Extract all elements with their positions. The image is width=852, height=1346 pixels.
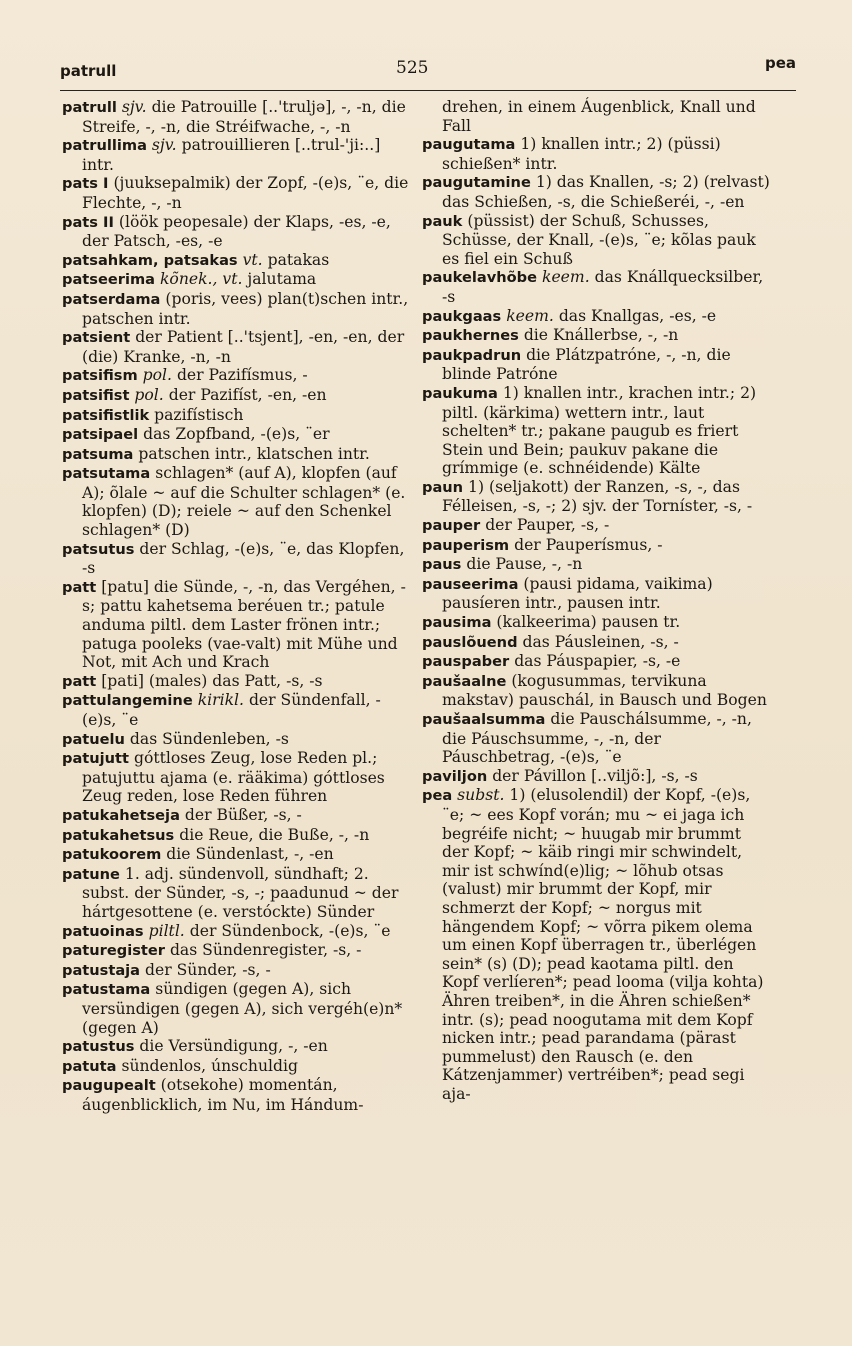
dictionary-entry [422, 786, 772, 1103]
dictionary-entry [62, 845, 412, 865]
header-right-headword: pea [764, 54, 796, 72]
entry-definition: die Patrouille [..'truljə], -, -n, die Streife, -, -n, die Stréifwache, -, -n [82, 98, 406, 136]
entry-definition: 1) (elusolendil) der Kopf, -(e)s, ¨e; ~ ees Kopf vorán; mu ~ ei jaga ich begréife nicht; ~ huugab mir brummt der Kopf; ~ käib ringi mir schwindelt, mir ist schwínd(e)lig; ~ lõhub otsas (valust) mir brummt der Kopf, mir schmerzt der Kopf; ~ norgus mit hängendem Kopf; ~ võrra pikem olema um einen Kopf überragen tr., überlégen sein* (s) (D); pead kaotama piltl. den Kopf verlíeren*; pead looma (vilja kohta) Ähren treiben*, in die Ähren schießen* intr. (s); pead noogutama mit dem Kopf nicken intr.; pead parandama (pärast pummelust) den Rausch (e. den Kátzenjammer) vertréiben*; pead segi aja- [442, 786, 764, 1103]
entry-definition: der Büßer, -s, - [184, 805, 302, 824]
entry-headword: pauperism [422, 536, 510, 554]
right-column [422, 98, 772, 1103]
entry-definition: drehen, in einem Áugenblick, Knall und Fall [442, 98, 756, 135]
entry-part-of-speech: sjv. [151, 136, 177, 155]
dictionary-entry [422, 212, 772, 269]
dictionary-entry [422, 575, 772, 613]
dictionary-entry [422, 516, 772, 536]
entry-headword: paus [422, 556, 462, 574]
entry-definition: 1. adj. sündenvoll, sündhaft; 2. subst. der Sünder, -s, -; paadunud ~ der hártgesottene (e. verstóckte) Sünder [82, 864, 399, 921]
dictionary-entry [422, 173, 772, 211]
entry-headword: paugutama [422, 136, 516, 154]
entry-headword: patt [62, 672, 97, 690]
entry-definition: der Pávillon [..viljõ:], -s, -s [492, 766, 698, 785]
page-header [60, 52, 796, 91]
entry-headword: pauper [422, 517, 481, 535]
dictionary-entry [62, 136, 412, 174]
dictionary-entry [422, 613, 772, 633]
entry-part-of-speech: keem. [542, 268, 590, 287]
entry-headword: pats II [62, 213, 114, 231]
dictionary-entry [422, 478, 772, 516]
entry-headword: patsutus [62, 540, 135, 558]
entry-definition: (löök peopesale) der Klaps, -es, -e, der Patsch, -es, -e [82, 212, 391, 251]
entry-headword: patukahetsus [62, 826, 175, 844]
entry-headword: patserdama [62, 290, 161, 308]
entry-part-of-speech: pol. [142, 366, 172, 385]
entry-definition: patakas [267, 250, 330, 269]
entry-definition: der Pauperísmus, - [514, 535, 663, 554]
dictionary-entry [422, 710, 772, 767]
entry-headword: patustama [62, 981, 151, 999]
entry-definition: die Pauschálsumme, -, -n, die Páuschsumme, -, -n, der Páuschbetrag, -(e)s, ¨e [442, 710, 752, 767]
entry-headword: patustaja [62, 961, 141, 979]
dictionary-entry [62, 1057, 412, 1077]
entry-definition: der Pauper, -s, - [485, 516, 610, 535]
entry-headword: paugutamine [422, 174, 531, 192]
page-number: 525 [396, 58, 429, 78]
entry-headword: pattulangemine [62, 692, 193, 710]
dictionary-entry [62, 386, 412, 406]
entry-headword: patsuma [62, 445, 134, 463]
entry-definition: (kogusummas, tervikuna makstav) pauschál, in Bausch und Bogen [442, 671, 767, 710]
dictionary-entry [62, 806, 412, 826]
entry-definition: der Sündenbock, -(e)s, ¨e [189, 921, 391, 940]
dictionary-entry [62, 941, 412, 961]
entry-headword: patsutama [62, 465, 151, 483]
entry-headword: paukelavhõbe [422, 269, 538, 287]
dictionary-entry [62, 730, 412, 750]
dictionary-entry [422, 135, 772, 173]
dictionary-entry [62, 749, 412, 806]
entry-headword: pats I [62, 175, 109, 193]
entry-headword: pauseerima [422, 575, 519, 593]
entry-definition: sündenlos, únschuldig [121, 1056, 298, 1075]
entry-definition: die Pause, -, -n [466, 555, 583, 574]
entry-definition: patrouillieren [..trul-'ji:..] intr. [82, 136, 381, 174]
dictionary-entry [62, 425, 412, 445]
entry-definition: der Sündenfall, -(e)s, ¨e [82, 691, 381, 729]
dictionary-entry [62, 865, 412, 922]
entry-definition: die Versündigung, -, -en [139, 1037, 328, 1056]
entry-definition: der Patient [..'tsjent], -en, -en, der (die) Kranke, -n, -n [82, 328, 405, 366]
dictionary-entry [62, 406, 412, 426]
entry-definition: das Páusleinen, -s, - [522, 632, 679, 651]
entry-headword: patukoorem [62, 846, 162, 864]
entry-definition: 1) das Knallen, -s; 2) (relvast) das Schießen, -s, die Schießeréi, -, -en [442, 173, 770, 211]
entry-definition: [pati] (males) das Patt, -s, -s [101, 671, 323, 690]
entry-definition: der Pazifíst, -en, -en [168, 385, 327, 404]
dictionary-entry [422, 633, 772, 653]
entry-part-of-speech: vt. [242, 250, 263, 269]
entry-definition: 1) knallen intr.; 2) (püssi) schießen* intr. [442, 135, 721, 173]
entry-definition: (juuksepalmik) der Zopf, -(e)s, ¨e, die Flechte, -, -n [82, 174, 409, 212]
entry-headword: patsahkam, patsakas [62, 251, 238, 269]
dictionary-entry [62, 174, 412, 212]
entry-headword: pausima [422, 614, 492, 632]
entry-headword: paukgaas [422, 307, 502, 325]
entry-definition: pazifístisch [154, 405, 244, 424]
entry-part-of-speech: keem. [506, 306, 554, 325]
dictionary-entry [422, 672, 772, 710]
entry-headword: patsifistlik [62, 406, 150, 424]
entry-headword: patune [62, 865, 120, 883]
entry-headword: paukhernes [422, 327, 519, 345]
entry-definition: der Pazifísmus, - [176, 366, 308, 385]
header-left-headword: patrull [60, 62, 117, 80]
entry-headword: paugupealt [62, 1077, 156, 1095]
entry-headword: patsipael [62, 426, 139, 444]
dictionary-entry [62, 672, 412, 692]
entry-definition: sündigen (gegen A), sich versündigen (gegen A), sich vergéh(e)n* (gegen A) [82, 980, 403, 1037]
dictionary-entry [422, 536, 772, 556]
entry-definition: góttloses Zeug, lose Reden pl.; patujuttu ajama (e. rääkima) góttloses Zeug reden, lose Reden führen [82, 749, 385, 806]
dictionary-entry [62, 980, 412, 1037]
entry-headword: patseerima [62, 271, 156, 289]
entry-headword: pauslõuend [422, 633, 518, 651]
dictionary-entry [62, 251, 412, 271]
dictionary-entry [62, 290, 412, 328]
entry-definition: das Knallgas, -es, -e [558, 306, 717, 325]
entry-headword: pea [422, 787, 453, 805]
entry-definition: (pausi pidama, vaikima) pausíeren intr., pausen intr. [442, 574, 713, 613]
dictionary-entry [62, 540, 412, 578]
entry-definition: (kalkeerima) pausen tr. [496, 613, 681, 632]
entry-headword: paušaalsumma [422, 711, 546, 728]
entry-part-of-speech: subst. [457, 786, 505, 805]
entry-definition: die Sündenlast, -, -en [166, 845, 334, 864]
entry-definition: das Knállquecksilber, -s [442, 268, 764, 306]
dictionary-entry [422, 307, 772, 327]
entry-headword: patuoinas [62, 922, 144, 940]
dictionary-entry [62, 1076, 412, 1114]
entry-definition: die Reue, die Buße, -, -n [179, 825, 370, 844]
entry-definition: das Zopfband, -(e)s, ¨er [143, 425, 330, 444]
dictionary-entry [62, 578, 412, 672]
entry-definition: das Sündenleben, -s [129, 729, 289, 748]
entry-headword: paturegister [62, 942, 165, 960]
entry-definition: das Sündenregister, -s, - [169, 941, 362, 960]
dictionary-entry [62, 691, 412, 729]
entry-headword: pauspaber [422, 653, 510, 671]
entry-definition: der Sünder, -s, - [145, 960, 271, 979]
entry-headword: patujutt [62, 750, 130, 768]
entry-headword: patustus [62, 1038, 135, 1056]
dictionary-entry [422, 384, 772, 478]
entry-headword: patsifist [62, 386, 130, 404]
entry-headword: patrull [62, 99, 117, 116]
entry-headword: paukpadrun [422, 346, 522, 364]
entry-definition: 1) knallen intr., krachen intr.; 2) piltl. (kärkima) wettern intr., laut schelten* tr.; pakane paugub es friert Stein und Bein; paukuv pakane die grímmige (e. schnéidende) Kälte [442, 383, 757, 478]
dictionary-entry [62, 826, 412, 846]
entry-part-of-speech: kõnek., vt. [159, 270, 243, 289]
entry-definition: jalutama [247, 270, 317, 289]
entry-part-of-speech: piltl. [148, 921, 185, 940]
dictionary-entry [422, 767, 772, 787]
dictionary-entry [62, 1037, 412, 1057]
dictionary-entry [422, 555, 772, 575]
left-column [62, 98, 412, 1114]
dictionary-entry [62, 445, 412, 465]
entry-definition: schlagen* (auf A), klopfen (auf A); õlale ~ auf die Schulter schlagen* (e. klopfen) (D); reiele ~ auf den Schenkel schlagen* (D) [82, 464, 406, 540]
dictionary-entry [62, 922, 412, 942]
dictionary-entry [62, 961, 412, 981]
entry-headword: paviljon [422, 767, 488, 785]
entry-part-of-speech: kirikl. [197, 691, 244, 710]
entry-headword: patuelu [62, 730, 125, 748]
dictionary-entry [62, 98, 412, 136]
dictionary-entry [62, 366, 412, 386]
entry-definition: (püssist) der Schuß, Schusses, Schüsse, der Knall, -(e)s, ¨e; kõlas pauk es fiel ein Schuß [442, 211, 756, 268]
dictionary-entry [62, 213, 412, 251]
dictionary-entry [62, 270, 412, 290]
dictionary-entry [62, 328, 412, 366]
entry-headword: paušaalne [422, 672, 507, 690]
entry-definition: [patu] die Sünde, -, -n, das Vergéhen, -s; pattu kahetsema beréuen tr.; patule anduma piltl. dem Laster frönen intr.; patuga pooleks (vae-valt) mit Mühe und Not, mit Ach und Krach [82, 577, 406, 672]
entry-headword: patsifism [62, 367, 138, 385]
entry-definition: das Páuspapier, -s, -e [514, 652, 681, 671]
entry-headword: patukahetseja [62, 806, 180, 824]
dictionary-entry [422, 652, 772, 672]
entry-part-of-speech: pol. [134, 385, 164, 404]
entry-definition: die Knállerbse, -, -n [523, 326, 679, 345]
entry-headword: patsient [62, 329, 131, 347]
entry-definition: (otsekohe) momentán, áugenblicklich, im Nu, im Hándum- [82, 1076, 364, 1114]
dictionary-entry [422, 98, 772, 135]
entry-headword: patuta [62, 1057, 117, 1075]
dictionary-entry [422, 346, 772, 384]
entry-part-of-speech: sjv. [121, 98, 147, 116]
entry-headword: pauk [422, 212, 463, 230]
dictionary-entry [62, 464, 412, 539]
entry-definition: (poris, vees) plan(t)schen intr., patschen intr. [82, 289, 409, 328]
entry-definition: die Plátzpatróne, -, -n, die blinde Patróne [442, 345, 731, 384]
dictionary-entry [422, 326, 772, 346]
dictionary-entry [422, 268, 772, 306]
entry-definition: der Schlag, -(e)s, ¨e, das Klopfen, -s [82, 539, 405, 578]
entry-definition: patschen intr., klatschen intr. [138, 444, 370, 463]
entry-headword: paukuma [422, 384, 498, 402]
entry-headword: patrullima [62, 137, 147, 155]
entry-headword: patt [62, 578, 97, 596]
entry-definition: 1) (seljakott) der Ranzen, -s, -, das Félleisen, -s, -; 2) sjv. der Torníster, -s, - [442, 477, 753, 516]
entry-headword: paun [422, 478, 464, 496]
